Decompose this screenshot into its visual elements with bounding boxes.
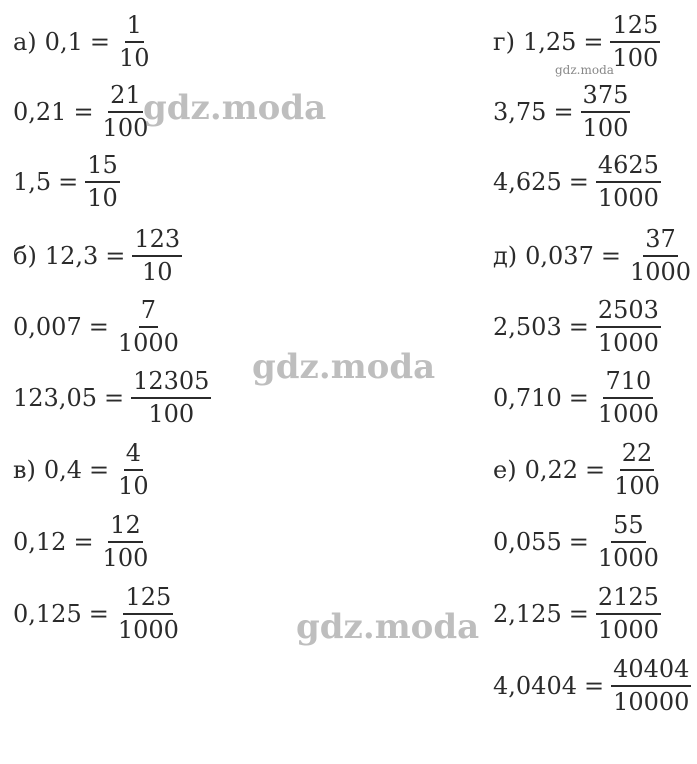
- equals-sign: =: [89, 28, 110, 56]
- decimal-value: 2,503: [493, 313, 562, 341]
- equals-sign: =: [553, 98, 574, 126]
- fraction-numerator: 12: [108, 510, 143, 543]
- equation-row: [13, 584, 181, 644]
- equation-row: [493, 368, 661, 428]
- fraction: [610, 10, 660, 74]
- decimal-value: 4,0404: [493, 672, 577, 700]
- fraction-denominator: 1000: [117, 329, 179, 357]
- section-label: д): [493, 242, 518, 270]
- fraction-denominator: 100: [102, 544, 149, 572]
- fraction: [596, 510, 661, 574]
- fraction-denominator: 1000: [629, 258, 692, 286]
- fraction-denominator: 1000: [117, 616, 179, 644]
- fraction-numerator: 40404: [611, 654, 691, 687]
- fraction-numerator: 1: [125, 10, 144, 43]
- equation-row: [493, 82, 630, 142]
- fraction: [116, 295, 181, 359]
- decimal-value: 0,125: [13, 600, 82, 628]
- decimal-value: 2,125: [493, 600, 562, 628]
- decimal-value: 0,710: [493, 384, 562, 412]
- section-label: б): [13, 242, 37, 270]
- fraction-numerator: 375: [581, 80, 631, 113]
- fraction: [596, 150, 661, 214]
- section-label: а): [13, 28, 37, 56]
- equation-row: [493, 656, 691, 716]
- fraction-numerator: 12305: [131, 366, 211, 399]
- fraction-denominator: 1000: [597, 400, 659, 428]
- fraction-denominator: 100: [612, 44, 659, 72]
- equation-row: [13, 152, 120, 212]
- fraction: [131, 366, 211, 430]
- fraction-denominator: 10: [141, 258, 173, 286]
- equation-row: [493, 297, 661, 357]
- equals-sign: =: [73, 98, 94, 126]
- fraction: [116, 438, 151, 502]
- equals-sign: =: [105, 242, 126, 270]
- equation-row: [13, 12, 152, 72]
- decimal-value: 1,25: [522, 28, 577, 56]
- fraction-numerator: 2125: [596, 582, 661, 615]
- equation-row: [493, 512, 661, 572]
- fraction-numerator: 2503: [596, 295, 661, 328]
- fraction-denominator: 10: [118, 472, 149, 500]
- fraction-denominator: 10: [87, 184, 118, 212]
- section-label: е): [493, 456, 517, 484]
- equals-sign: =: [103, 384, 125, 412]
- fraction-denominator: 1000: [597, 329, 659, 357]
- fraction-numerator: 55: [611, 510, 646, 543]
- watermark-middle: gdz.moda: [252, 347, 436, 387]
- fraction-numerator: 4625: [596, 150, 661, 183]
- equals-sign: =: [73, 528, 94, 556]
- fraction-numerator: 4: [124, 438, 143, 471]
- section-label: в): [13, 456, 36, 484]
- equation-row: [493, 440, 662, 500]
- fraction-numerator: 710: [603, 366, 653, 399]
- fraction-numerator: 125: [123, 582, 173, 615]
- equals-sign: =: [88, 600, 109, 628]
- fraction-numerator: 37: [643, 224, 678, 257]
- equals-sign: =: [583, 28, 604, 56]
- fraction-numerator: 22: [620, 438, 655, 471]
- equals-sign: =: [600, 242, 621, 270]
- section-label: г): [493, 28, 515, 56]
- decimal-value: 0,037: [525, 242, 594, 270]
- decimal-value: 123,05: [13, 384, 97, 412]
- fraction-denominator: 1000: [597, 616, 659, 644]
- fraction: [612, 438, 662, 502]
- fraction-denominator: 10000: [613, 688, 690, 716]
- fraction-numerator: 7: [139, 295, 158, 328]
- fraction: [596, 295, 661, 359]
- fraction: [85, 150, 120, 214]
- watermark-bottom: gdz.moda: [296, 607, 480, 647]
- fraction: [101, 510, 151, 574]
- equals-sign: =: [568, 384, 589, 412]
- fraction: [132, 224, 182, 288]
- equation-row: [13, 226, 182, 286]
- fraction: [117, 10, 152, 74]
- equation-row: [493, 152, 661, 212]
- fraction-denominator: 10: [118, 44, 150, 72]
- equals-sign: =: [88, 313, 109, 341]
- equation-row: [493, 584, 661, 644]
- equation-row: [13, 512, 150, 572]
- equation-row: [493, 226, 693, 286]
- decimal-value: 4,625: [493, 168, 562, 196]
- decimal-value: 1,5: [13, 168, 52, 196]
- fraction-denominator: 100: [582, 114, 629, 142]
- decimal-value: 0,21: [13, 98, 67, 126]
- decimal-value: 12,3: [44, 242, 99, 270]
- decimal-value: 0,22: [524, 456, 579, 484]
- equation-row: [13, 440, 151, 500]
- equals-sign: =: [568, 528, 589, 556]
- equals-sign: =: [568, 600, 589, 628]
- equation-row: [13, 82, 150, 142]
- fraction-numerator: 125: [610, 10, 660, 43]
- fraction: [581, 80, 631, 144]
- fraction-denominator: 100: [102, 114, 149, 142]
- fraction: [628, 224, 693, 288]
- equation-row: [13, 368, 211, 428]
- fraction: [116, 582, 181, 646]
- decimal-value: 0,12: [13, 528, 67, 556]
- fraction-numerator: 123: [132, 224, 182, 257]
- equals-sign: =: [568, 313, 589, 341]
- decimal-value: 0,1: [44, 28, 83, 56]
- fraction: [596, 366, 661, 430]
- watermark-top: gdz.moda: [143, 88, 327, 128]
- decimal-value: 3,75: [493, 98, 547, 126]
- equals-sign: =: [89, 456, 110, 484]
- equals-sign: =: [585, 456, 606, 484]
- fraction-numerator: 21: [108, 80, 143, 113]
- fraction-denominator: 100: [614, 472, 660, 500]
- equals-sign: =: [568, 168, 589, 196]
- watermark-small: gdz.moda: [555, 63, 614, 77]
- decimal-value: 0,007: [13, 313, 82, 341]
- decimal-value: 0,4: [43, 456, 83, 484]
- equals-sign: =: [58, 168, 79, 196]
- fraction-denominator: 1000: [597, 184, 659, 212]
- fraction: [611, 654, 691, 718]
- equals-sign: =: [583, 672, 605, 700]
- fraction-denominator: 100: [148, 400, 195, 428]
- fraction: [596, 582, 661, 646]
- fraction-denominator: 1000: [597, 544, 659, 572]
- decimal-value: 0,055: [493, 528, 562, 556]
- equation-row: [13, 297, 181, 357]
- fraction-numerator: 15: [85, 150, 120, 183]
